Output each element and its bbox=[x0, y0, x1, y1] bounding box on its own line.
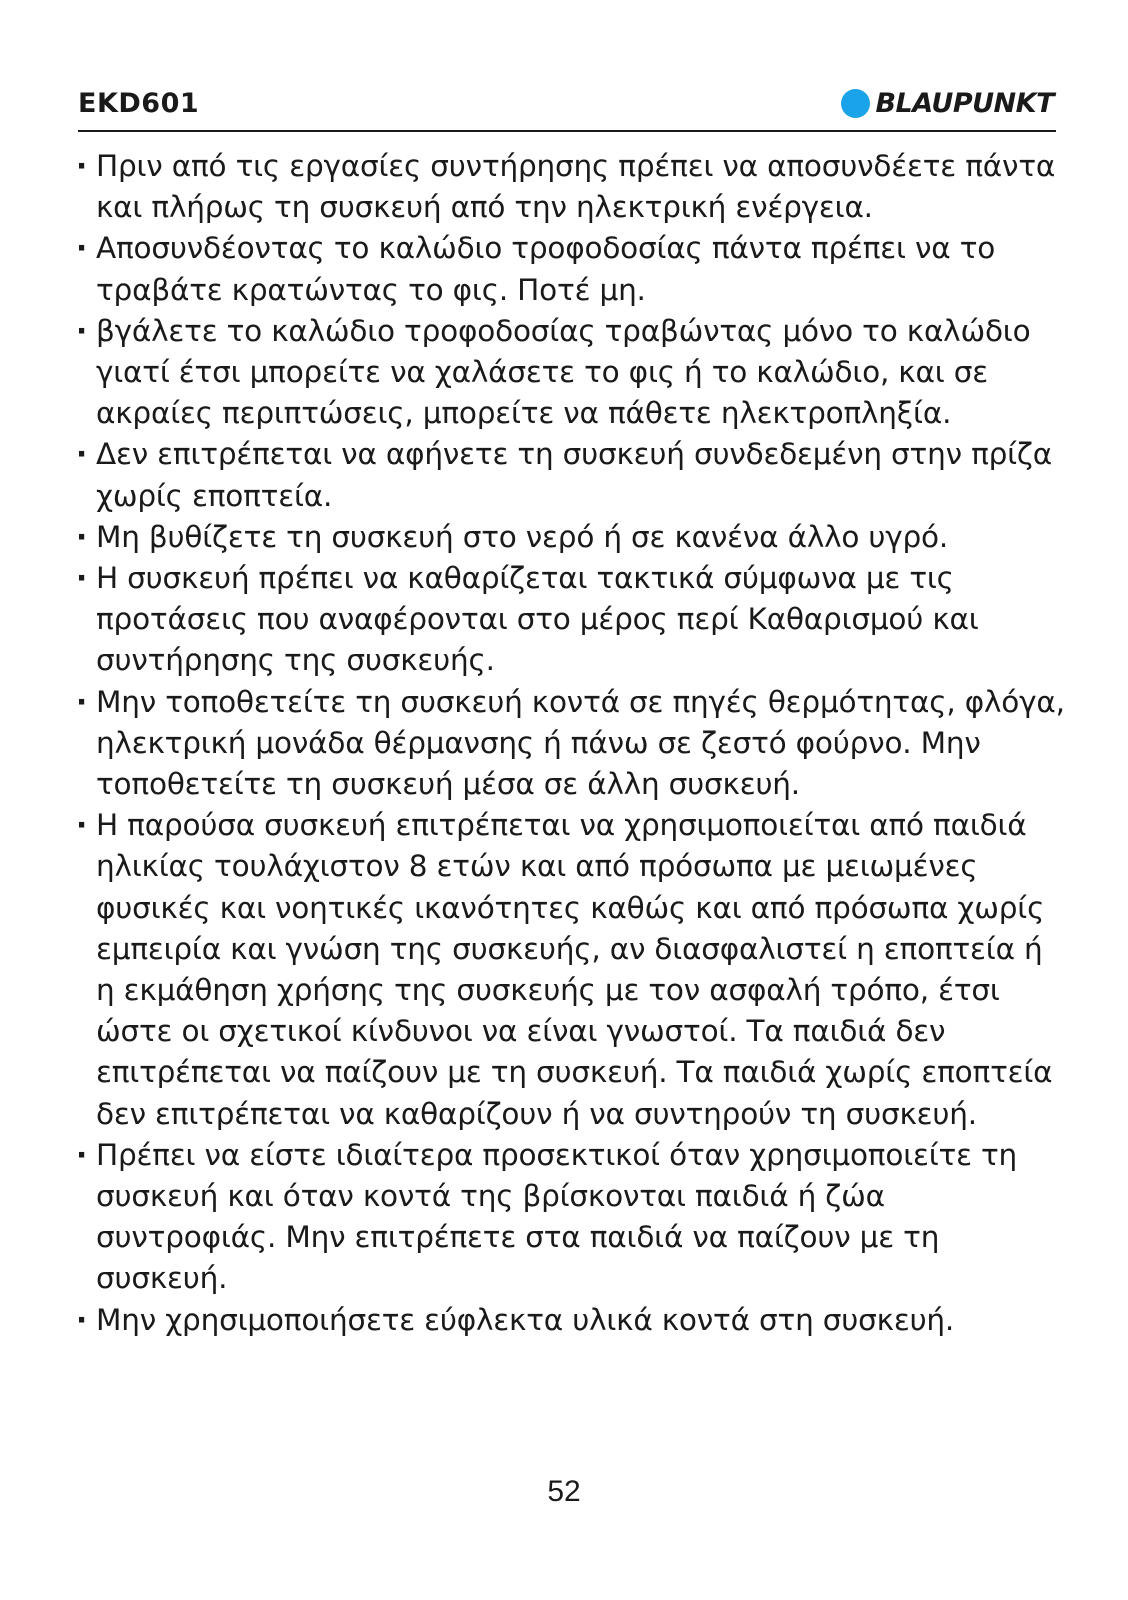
page-number: 52 bbox=[547, 1475, 581, 1508]
model-number: EKD601 bbox=[78, 88, 200, 119]
list-item: · Μην τοποθετείτε τη συσκευή κοντά σε πηγές θερμότητας, φλόγα, ηλεκτρική μονάδα θέρμανσης ή πάνω σε ζεστό φούρνο. Μην τοποθετείτε τη συσκευή μέσα σε άλλη συσκευή. bbox=[76, 682, 1066, 806]
safety-instructions bbox=[76, 146, 1066, 1341]
brand-dot-icon bbox=[841, 89, 870, 118]
list-item: · Μη βυθίζετε τη συσκευή στο νερό ή σε κανένα άλλο υγρό. bbox=[76, 517, 1066, 558]
list-item: · Πρέπει να είστε ιδιαίτερα προσεκτικοί όταν χρησιμοποιείτε τη συσκευή και όταν κοντά της βρίσκονται παιδιά ή ζώα συντροφιάς. Μην επιτρέπετε στα παιδιά να παίζουν με τη συσκευή. bbox=[76, 1135, 1066, 1300]
list-item: · Η παρούσα συσκευή επιτρέπεται να χρησιμοποιείται από παιδιά ηλικίας τουλάχιστον 8 ετών και από πρόσωπα με μειωμένες φυσικές και νοητικές ικανότητες καθώς και από πρόσωπα χωρίς εμπειρία και γνώση της συσκευής, αν διασφαλιστεί η εποπτεία ή η εκμάθηση χρήσης της συσκευής με τον ασφαλή τρόπο, έτσι ώστε οι σχετικοί κίνδυνοι να είναι γνωστοί. Τα παιδιά δεν επιτρέπεται να παίζουν με τη συσκευή. Τα παιδιά χωρίς εποπτεία δεν επιτρέπεται να καθαρίζουν ή να συντηρούν τη συσκευή. bbox=[76, 805, 1066, 1135]
list-item: · βγάλετε το καλώδιο τροφοδοσίας τραβώντας μόνο το καλώδιο γιατί έτσι μπορείτε να χαλάσετε το φις ή το καλώδιο, και σε ακραίες περιπτώσεις, μπορείτε να πάθετε ηλεκτροπληξία. bbox=[76, 311, 1066, 435]
list-item: · Δεν επιτρέπεται να αφήνετε τη συσκευή συνδεδεμένη στην πρίζα χωρίς εποπτεία. bbox=[76, 434, 1066, 516]
list-item: · Πριν από τις εργασίες συντήρησης πρέπει να αποσυνδέετε πάντα και πλήρως τη συσκευή από την ηλεκτρική ενέργεια. bbox=[76, 146, 1066, 228]
list-item: · Αποσυνδέοντας το καλώδιο τροφοδοσίας πάντα πρέπει να το τραβάτε κρατώντας το φις. Ποτέ μη. bbox=[76, 228, 1066, 310]
bullet-list bbox=[76, 146, 1066, 1341]
brand-logo bbox=[841, 88, 1054, 119]
list-item: · Μην χρησιμοποιήσετε εύφλεκτα υλικά κοντά στη συσκευή. bbox=[76, 1300, 1066, 1341]
list-item: · Η συσκευή πρέπει να καθαρίζεται τακτικά σύμφωνα με τις προτάσεις που αναφέρονται στο μέρος περί Καθαρισμού και συντήρησης της συσκευής. bbox=[76, 558, 1066, 682]
page-header bbox=[78, 86, 1056, 132]
brand-name: BLAUPUNKT bbox=[875, 88, 1054, 119]
